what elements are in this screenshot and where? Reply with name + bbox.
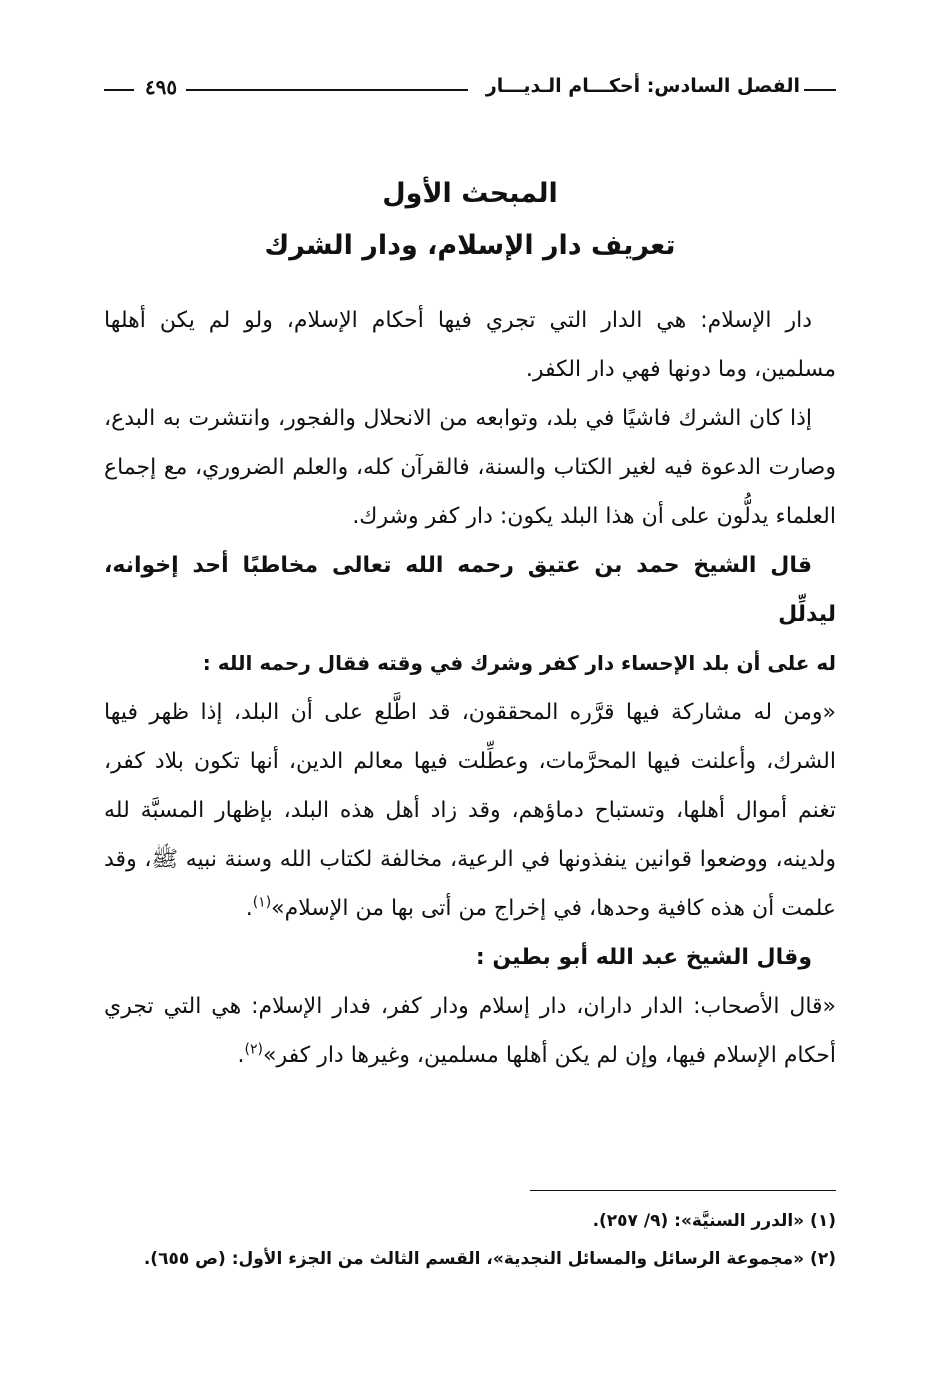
footnote-1: (١) «الدرر السنيَّة»: (٩/ ٢٥٧). xyxy=(592,1211,836,1231)
footnote-2: (٢) «مجموعة الرسائل والمسائل النجدية»، القسم الثالث من الجزء الأول: (ص ٦٥٥). xyxy=(143,1249,836,1269)
quote-aba-butain xyxy=(104,982,836,1080)
footnote-separator xyxy=(530,1190,836,1191)
footnote-ref-1: (١) xyxy=(252,894,272,911)
paragraph-shirk-land: إذا كان الشرك فاشيًا في بلد، وتوابعه من الانحلال والفجور، وانتشرت به البدع، وصارت الدعوة فيه لغير الكتاب والسنة، فالقرآن كله، والعلم الضروري، مع إجماع العلماء يدلُّون على أن هذا البلد يكون: دار كفر وشرك. xyxy=(104,406,836,529)
running-title: الفصل السادس: أحكـــام الـديـــار xyxy=(485,75,800,97)
running-header xyxy=(104,72,836,106)
end-mark-2: . xyxy=(237,1043,245,1068)
paragraph-aba-butain-intro: وقال الشيخ عبد الله أبو بطين : xyxy=(475,945,812,970)
end-mark-1: . xyxy=(245,896,253,921)
paragraph-ibn-atiq-intro-cont: له على أن بلد الإحساء دار كفر وشرك في وقته فقال رحمه الله : xyxy=(202,651,836,675)
footnotes xyxy=(104,1202,836,1278)
header-rule-right xyxy=(804,89,836,91)
quote-ibn-atiq-text: «ومن له مشاركة فيها قرَّره المحققون، قد اطَّلع على أن البلد، إذا ظهر فيها الشرك، وأعلنت فيها المحرَّمات، وعطِّلت فيها معالم الدين، أنها تكون بلاد كفر، تغنم أموال أهلها، وتستباح دماؤهم، وقد زاد أهل هذه البلد، بإظهار المسبَّة لله ولدينه، ووضعوا قوانين ينفذونها في الرعية، مخالفة لكتاب الله وسنة نبيه ﷺ، وقد علمت أن هذه كافية وحدها، في إخراج من أتى بها من الإسلام» xyxy=(104,700,836,921)
page-number: ٤٩٥ xyxy=(144,75,178,99)
header-rule-left xyxy=(104,89,134,91)
paragraph-ibn-atiq-intro: قال الشيخ حمد بن عتيق رحمه الله تعالى مخاطبًا أحد إخوانه، ليدلِّل xyxy=(104,553,836,627)
quote-aba-butain-text: «قال الأصحاب: الدار داران، دار إسلام ودار كفر، فدار الإسلام: هي التي تجري أحكام الإسلام فيها، وإن لم يكن أهلها مسلمين، وغيرها دار كفر» xyxy=(104,994,836,1068)
header-rule-middle xyxy=(186,89,468,91)
section-subtitle: تعريف دار الإسلام، ودار الشرك xyxy=(264,230,676,261)
body-text xyxy=(104,296,836,1080)
paragraph-definition: دار الإسلام: هي الدار التي تجري فيها أحكام الإسلام، ولو لم يكن أهلها مسلمين، وما دونها فهي دار الكفر. xyxy=(104,308,836,382)
footnote-ref-2: (٢) xyxy=(244,1041,263,1058)
quote-ibn-atiq xyxy=(104,688,836,933)
section-title: المبحث الأول xyxy=(382,178,558,209)
